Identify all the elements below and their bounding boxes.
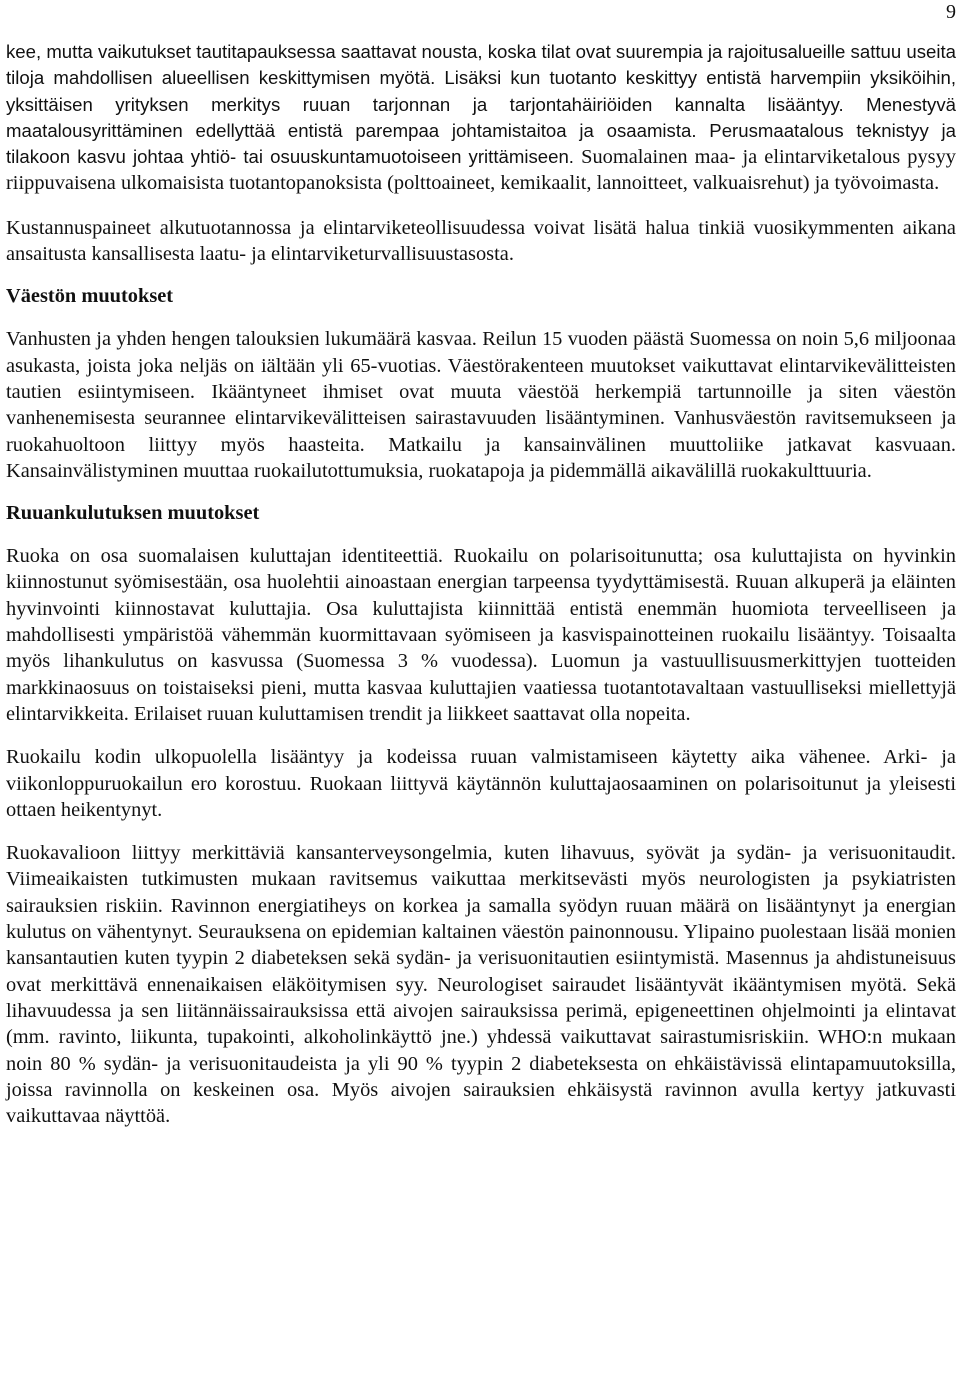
spacer — [6, 197, 956, 215]
section-heading: Ruuankulutuksen muutokset — [6, 502, 260, 525]
paragraph: Vanhusten ja yhden hengen talouksien lukumäärä kasvaa. Reilun 15 vuoden päästä Suomessa on noin 5,6 miljoonaa asukasta, joista joka neljäs on iältään yli 65-vuotias. Väestörakenteen muutokset vaikuttavat elintarvikevälitteisten tautien esiintymiseen. Ikääntyneet ihmiset ovat muuta väestöä herkempiä tartunnoille ja siten väestön vanhenemisesta seurannee elintarvikevälitteisen sairastavuuden lisääntyminen. Vanhusväestön ravitsemukseen ja ruokahuoltoon liittyy myös haasteita. Matkailu ja kansainvälinen muuttoliike jatkavat kasvuaan. Kansainvälistyminen muuttaa ruokailutottumuksia, ruokatapoja ja pidemmällä aikavälillä ruokakulttuuria. — [6, 328, 956, 482]
section-heading: Väestön muutokset — [6, 285, 174, 308]
spacer — [6, 526, 956, 543]
spacer — [6, 484, 956, 500]
paragraph: Ruoka on osa suomalaisen kuluttajan identiteettiä. Ruokailu on polarisoitunutta; osa kuluttajista on hyvinkin kiinnostunut syömisestään, osa huolehtii ainoastaan energian tarpeensa tyydyttämisestä. Ruuan alkuperä ja eläinten hyvinvointi kiinnostavat kuluttajia. Osa kuluttajista kiinnittää entistä enemmän huomiota terveelliseen ja mahdollisesti ympäristöä vähemmän kuormittavaan syömiseen ja kasvispainotteinen ruokailu lisääntyy. Toisaalta myös lihankulutus on kasvussa (Suomessa 3 % vuodessa). Luomun ja vastuullisuusmerkittyjen tuotteiden markkinaosuus on toistaiseksi pieni, mutta kasvaa kuluttajien vaatiessa tuotantotavaltaan vastuulliseksi miellettyjä elintarvikkeita. Erilaiset ruuan kuluttamisen trendit ja liikkeet saattavat olla nopeita. — [6, 545, 956, 725]
paragraph — [6, 39, 956, 197]
paragraph: Ruokavalioon liittyy merkittäviä kansanterveysongelmia, kuten lihavuus, syövät ja sydän- ja verisuonitaudit. Viimeaikaisten tutkimusten mukaan ravitsemus vaikuttaa merkitsevästi myös neurologisten ja psykiatristen sairauksien riskiin. Ravinnon energiatiheys on korkea ja samalla syödyn ruuan määrä on lisääntynyt ja energian kulutus on vähentynyt. Seurauksena on epidemian kaltainen väestön painonnousu. Ylipaino puolestaan lisää monien kansantautien kuten tyypin 2 diabeteksen sekä sydän- ja verisuonitautien esiintymistä. Masennus ja ahdistuneisuus ovat merkittävä ennenaikaisen eläköitymisen syy. Neurologiset sairaudet lisääntyvät ikääntymisen myötä. Sekä lihavuudessa ja sen liitännäissairauksissa että aivojen sairauksissa perimä, epigeneettinen ohjelmointi ja elintavat (mm. ravinto, liikunta, tupakointi, alkoholinkäyttö jne.) yhdessä vaikuttavat sairastumisriskiin. WHO:n mukaan noin 80 % sydän- ja verisuonitaudeista ja yli 90 % tyypin 2 diabeteksesta on ehkäistävissä elintapamuutoksilla, joissa ravinnolla on keskeinen osa. Myös aivojen sairauksien ehkäisystä ravinnon avulla kertyy jatkuvasti vaikuttavaa näyttöä. — [6, 842, 956, 1128]
page-content — [6, 39, 956, 1129]
spacer — [6, 823, 956, 840]
paragraph: Ruokailu kodin ulkopuolella lisääntyy ja kodeissa ruuan valmistamiseen käytetty aika vähenee. Arki- ja viikonloppuruokailun ero korostuu. Ruokaan liittyvä käytännön kuluttajaosaaminen on polarisoitunut ja yleisesti ottaen heikentynyt. — [6, 746, 956, 821]
paragraph-text-serif: Suomalainen maa- ja elintarviketalous pysyy riippuvaisena ulkomaisista tuotantopanoksista (polttoaineet, kemikaalit, lannoitteet, valkuaisrehut) ja työvoimasta. — [6, 146, 956, 195]
spacer — [6, 267, 956, 283]
spacer — [6, 309, 956, 326]
paragraph-text-sans: kee, mutta vaikutukset tautitapauksessa saattavat nousta, koska tilat ovat suurempia ja rajoitusalueille sattuu useita tiloja mahdollisen alueellisen keskittymisen myötä. Lisäksi kun tuotanto keskittyy entistä harvempiin yksiköihin, yksittäisen yrityksen merkitys ruuan tarjonnan ja tarjontahäiriöiden kannalta lisääntyy. Menestyvä maatalousyrittäminen edellyttää entistä parempaa johtamistaitoa ja osaamista. Perusmaatalous teknistyy ja tilakoon kasvu johtaa yhtiö- tai osuuskuntamuotoiseen yrittämiseen. — [6, 41, 956, 168]
page-number: 9 — [946, 1, 956, 23]
paragraph: Kustannuspaineet alkutuotannossa ja elintarviketeollisuudessa voivat lisätä halua tinkiä vuosikymmenten aikana ansaitusta kansallisesta laatu- ja elintarviketurvallisuustasosta. — [6, 216, 956, 266]
spacer — [6, 727, 956, 744]
